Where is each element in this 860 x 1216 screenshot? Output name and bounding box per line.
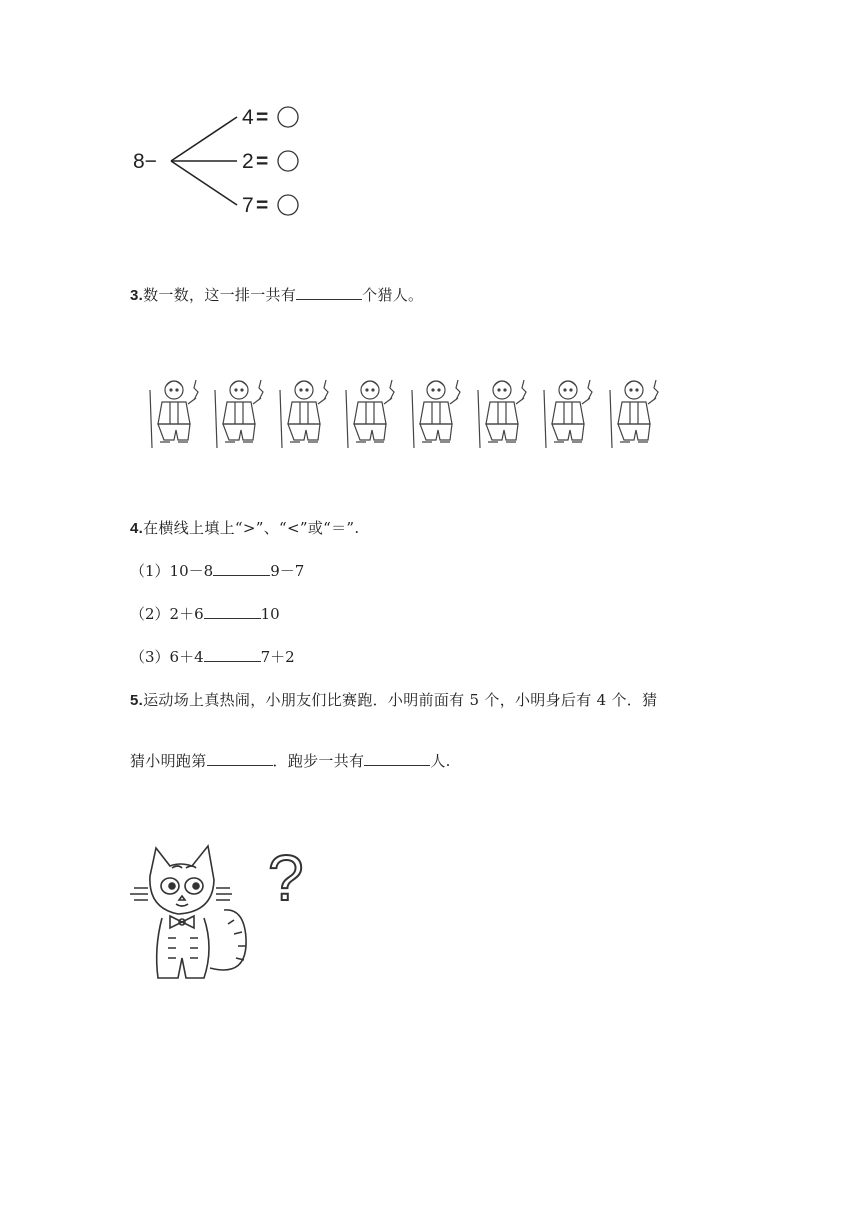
question-text-line1: 运动场上真热闹，小朋友们比赛跑．小明前面有 5 个，小明身后有 4 个．猜 [143,691,658,709]
question-text: 数一数，这一排一共有 [143,286,297,304]
minuend-label: 8− [133,150,157,173]
question-5-line2 [130,750,451,771]
comparison-item-1 [130,560,304,581]
left-expression: 6＋4 [169,648,204,666]
answer-blank-position[interactable] [207,751,273,766]
question-number: 3. [130,287,144,304]
hunter-4 [346,380,394,448]
left-expression: 2＋6 [169,605,204,623]
question-text-b: ．跑步一共有 [272,752,365,770]
fan-line-top [171,117,237,161]
equals-middle: = [256,150,269,173]
fan-line-bottom [171,161,237,205]
hunter-2 [215,380,263,448]
answer-blank[interactable] [204,647,261,662]
hunter-3 [280,380,328,448]
hunter-6 [478,380,526,448]
question-mark: ? [268,842,304,914]
equals-top: = [256,106,269,129]
answer-circle-bottom[interactable] [278,195,298,215]
cat-drawing [130,846,246,978]
right-expression: 10 [260,605,280,623]
item-label: （2） [130,605,170,623]
question-5 [130,689,657,710]
answer-blank[interactable] [296,285,362,300]
answer-blank[interactable] [204,604,261,619]
question-number: 4. [130,520,144,537]
answer-blank[interactable] [213,561,270,576]
equals-bottom: = [256,194,269,217]
comparison-item-2 [130,603,280,624]
hunter-1 [150,380,198,448]
item-label: （1） [130,562,170,580]
question-text-a: 猜小明跑第 [130,752,207,770]
question-text-c: 人. [430,752,451,770]
right-expression: 7＋2 [260,648,295,666]
hunter-8 [610,380,658,448]
item-label: （3） [130,648,170,666]
comparison-item-3 [130,646,295,667]
question-text: 在横线上填上“>”、“<”或“＝”. [143,519,360,537]
left-expression: 10－8 [169,562,214,580]
question-number: 5. [130,692,144,709]
question-4 [130,517,359,538]
question-text-end: 个猎人。 [362,286,424,304]
cat-question-picture [128,828,323,993]
hunter-7 [544,380,592,448]
subtrahend-top: 4 [242,106,254,129]
hunters-row-picture [140,372,670,454]
hunter-5 [412,380,460,448]
subtrahend-bottom: 7 [242,194,254,217]
question-3 [130,284,423,305]
answer-blank-total[interactable] [364,751,430,766]
subtraction-fan-diagram [125,95,315,230]
answer-circle-middle[interactable] [278,151,298,171]
answer-circle-top[interactable] [278,107,298,127]
right-expression: 9－7 [270,562,305,580]
subtrahend-middle: 2 [242,150,254,173]
